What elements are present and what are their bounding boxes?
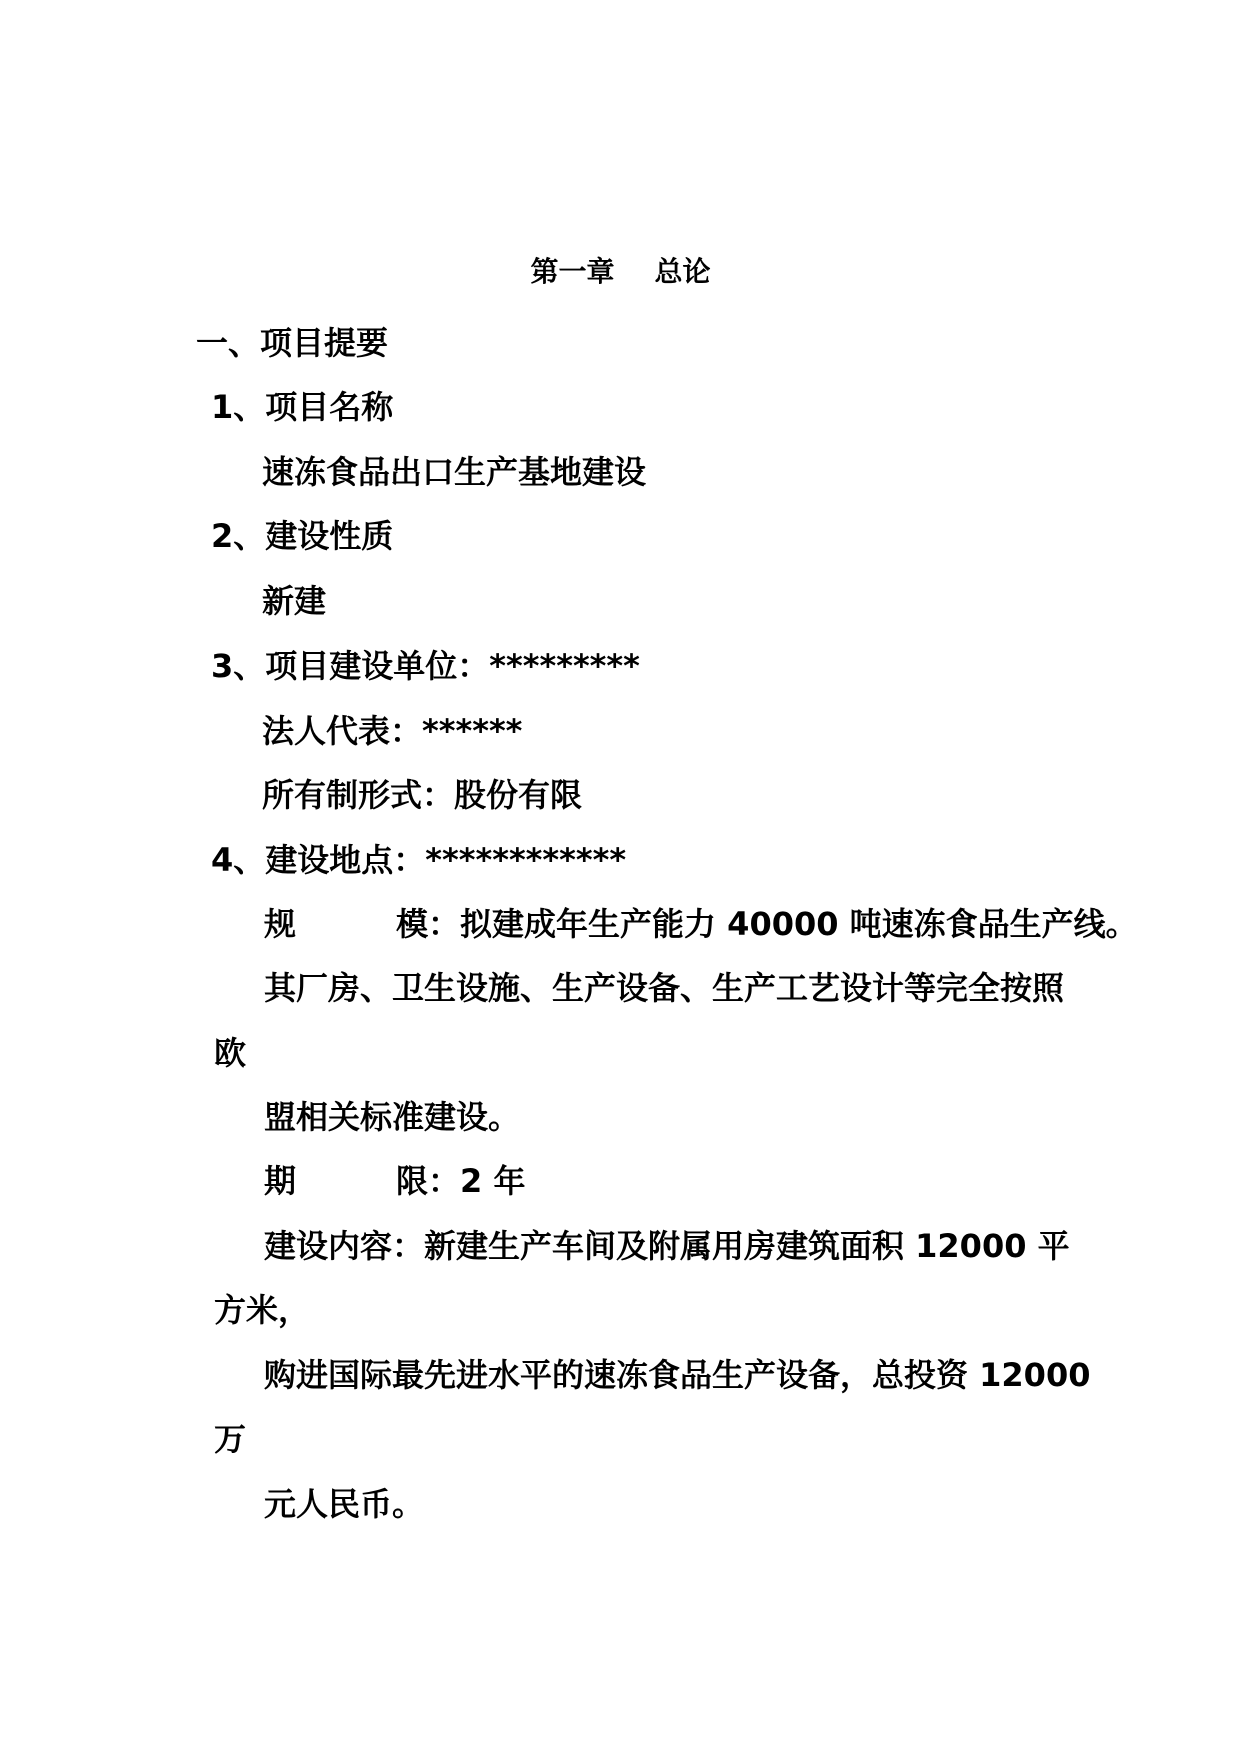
period-label-b: 限: [396, 1162, 429, 1200]
chapter-title: 总论: [654, 255, 711, 288]
item2-heading: 2、建设性质: [211, 517, 394, 555]
ownership-form: 所有制形式：股份有限: [262, 776, 583, 814]
content-line-4: 万: [214, 1420, 247, 1458]
scale-text: ：拟建成年生产能力 40000 吨速冻食品生产线。: [428, 905, 1138, 943]
item3-heading: 3、项目建设单位：*********: [211, 647, 640, 685]
item4-heading: 4、建设地点：************: [211, 841, 627, 879]
content-line-2: 方米，: [214, 1291, 311, 1329]
project-name: 速冻食品出口生产基地建设: [262, 453, 647, 491]
period-line: [264, 1159, 525, 1203]
content-line-3: 购进国际最先进水平的速冻食品生产设备，总投资 12000: [264, 1356, 1091, 1394]
standards-line-3: 盟相关标准建设。: [264, 1098, 521, 1136]
standards-line-2: 欧: [214, 1034, 247, 1072]
item1-heading: 1、项目名称: [211, 388, 394, 426]
scale-label-b: 模: [396, 905, 429, 943]
content-line-5: 元人民币。: [264, 1485, 425, 1523]
legal-representative: 法人代表：******: [262, 712, 523, 750]
chapter-heading: [0, 252, 1241, 292]
standards-line-1: 其厂房、卫生设施、生产设备、生产工艺设计等完全按照: [264, 969, 1065, 1007]
scale-label-a: 规: [264, 905, 297, 943]
chapter-number: 第一章: [530, 255, 615, 288]
construction-nature: 新建: [262, 582, 327, 620]
period-text: ：2 年: [428, 1162, 526, 1200]
period-label-a: 期: [264, 1162, 297, 1200]
section-heading: 一、项目提要: [196, 324, 389, 362]
scale-line: [264, 902, 1138, 946]
content-line-1: 建设内容：新建生产车间及附属用房建筑面积 12000 平: [264, 1227, 1070, 1265]
